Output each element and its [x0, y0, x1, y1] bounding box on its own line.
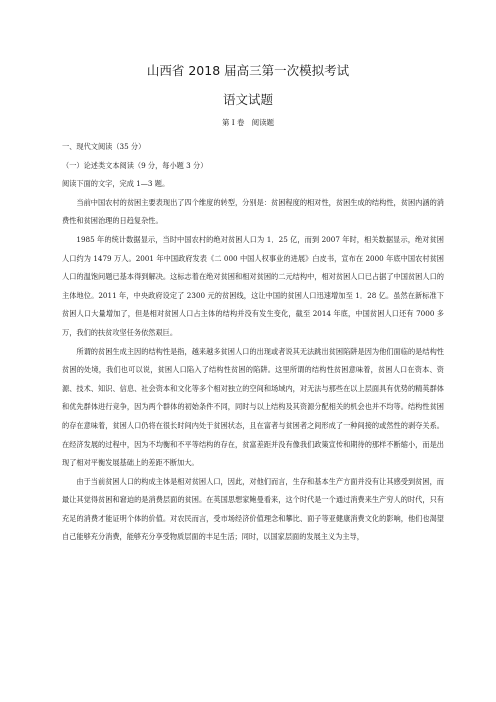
- passage-paragraph-4: 由于当前贫困人口的构成主体是相对贫困人口，因此，对他们而言，生存和基本生产方面并没有让其感受到贫困，而最让其觉得贫困和窘迫的是消费层面的贫困。在英国思想家鲍曼看来，这个时代是一个通过消费来生产穷人的时代，只有充足的消费才能证明个体的价值。对农民而言，受市场经济价值理念和攀比、面子等亚健康消费文化的影响，他们也渴望自己能够充分消费，能够充分享受物质层面的丰足生活；同时，以国家层面的发展主义为主导，: [62, 476, 444, 542]
- passage-paragraph-2: 1985 年的统计数据显示，当时中国农村的绝对贫困人口为 1．25 亿，而到 2007 年时，相关数据显示，绝对贫困人口约为 1479 万人。2001 年中国政府发表《二 000 中国人权事业的进展》白皮书，宣布在 2000 年底中国农村贫困人口的温饱问题已基本得到解决。这标志着在绝对贫困和相对贫困的二元结构中，相对贫困人口已占据了中国贫困人口的主体地位。2011 年，中央政府设定了 2300 元的贫困线，这让中国的贫困人口迅速增加至 1．28 亿。虽然在新标准下贫困人口大量增加了，但是相对贫困人口占主体的结构并没有发生变化，截至 2014 年底，中国贫困人口还有 7000 多万，我们的扶贫攻坚任务依然艰巨。: [62, 234, 444, 337]
- passage-paragraph-1: 当前中国农村的贫困主要表现出了四个维度的转型，分别是：贫困程度的相对性，贫困生成的结构性，贫困内涵的消费性和贫困治理的日趋复杂性。: [62, 197, 444, 226]
- passage-paragraph-3: 所谓的贫困生成主因的结构性是指，越来越多贫困人口的出现或者说其无法跳出贫困陷阱是因为他们面临的是结构性贫困的处境，我们也可以说，贫困人口陷入了结构性贫困的陷阱。这里所谓的结构性贫困意味着，贫困人口在资本、资源、技术、知识、信息、社会资本和文化等多个相对独立的空间和场域内，对无法与那些在以上层面具有优势的精英群体和优先群体进行竞争，因为两个群体的初始条件不同，同时与以上结构及其资源分配相关的机会也并不均等。结构性贫困的存在意味着，贫困人口仍将在很长时间内处于贫困状态，且在富者与贫困者之间形成了一种间接的或然性的剥夺关系。在经济发展的过程中，因为不均衡和不平等结构的存在，贫富差距并没有像我们政策宣传和期待的那样不断缩小，而是出现了相对平衡发展基础上的差距不断加大。: [62, 346, 444, 468]
- section-heading: （一）论述类文本阅读（9 分，每小题 3 分）: [62, 160, 208, 170]
- instruction-text: 阅读下面的文字，完成 1—3 题。: [62, 179, 170, 189]
- exam-content: [62, 138, 444, 547]
- volume-heading: 第 I 卷 阅读题: [222, 118, 274, 127]
- part-heading: 一、现代文阅读（35 分）: [62, 142, 146, 151]
- exam-title: 山西省 2018 届高三第一次模拟考试: [146, 63, 350, 78]
- exam-subtitle: 语文试题: [222, 92, 273, 107]
